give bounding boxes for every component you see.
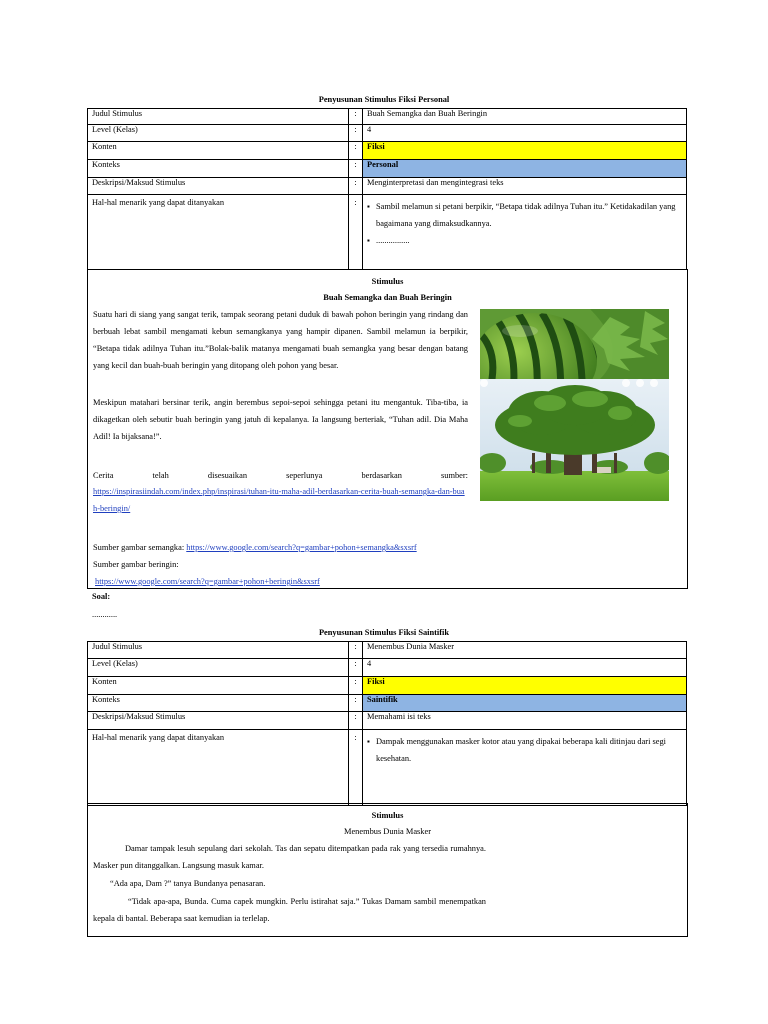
doc1-title: Penyusunan Stimulus Fiksi Personal (318, 95, 450, 104)
row-sep: : (349, 730, 363, 806)
row-label: Level (Kelas) (88, 659, 349, 677)
image-source-1 (93, 539, 673, 556)
table-row (88, 730, 687, 806)
row-label: Judul Stimulus (88, 642, 349, 659)
table-row (88, 642, 687, 659)
source-label: Cerita telah disesuaikan seperlunya berdasarkan sumber: (93, 471, 468, 480)
image-source-link[interactable]: https://www.google.com/search?q=gambar+pohon+semangka&sxsrf (186, 543, 417, 552)
table-row (88, 109, 687, 125)
story-paragraph: “Tidak apa-apa, Bunda. Cuma capek mungkin. Perlu istirahat saja.” Tukas Damam sambil menempatkan kepala di bantal. Beberapa saat kemudian ia terlelap. (93, 897, 486, 923)
image-source-label: Sumber gambar beringin: (93, 560, 179, 569)
row-label: Deskripsi/Maksud Stimulus (88, 712, 349, 730)
row-value-bullets (363, 730, 687, 806)
row-label: Hal-hal menarik yang dapat ditanyakan (88, 730, 349, 806)
row-value-highlight-blue: Saintifik (363, 695, 687, 712)
row-label: Konteks (88, 160, 349, 178)
soal-dots: ............ (92, 610, 118, 619)
row-sep: : (349, 160, 363, 178)
story-title: Menembus Dunia Masker (344, 827, 431, 836)
table-row (88, 195, 687, 270)
table-row (88, 695, 687, 712)
table-row (88, 142, 687, 160)
bullet-item: ▪ Dampak menggunakan masker kotor atau yang dipakai beberapa kali ditinjau dari segi kesehatan. (367, 733, 682, 767)
row-sep: : (349, 178, 363, 195)
row-value-highlight-yellow: Fiksi (363, 142, 687, 160)
table-row (88, 659, 687, 677)
row-sep: : (349, 642, 363, 659)
bullet-item-dots: ▪ ................ (367, 232, 682, 249)
table-row (88, 178, 687, 195)
stimulus-box-1 (87, 269, 688, 589)
banyan-tree-photo (480, 379, 669, 501)
row-value: 4 (363, 125, 687, 142)
story-paragraph: Suatu hari di siang yang sangat terik, tampak seorang petani duduk di bawah pohon beringin yang rindang dan berbuah lebat sambil mengamati kebun semangkanya yang hampir dipanen. Sambil melamun ia berpikir, “Betapa tidak adilnya Tuhan itu.”Bolak-balik matanya mengamati buah semangka yang besar dengan batang yang kecil dan buah-buah beringin yang ditopang oleh pohon yang besar. (93, 310, 468, 370)
stimulus-heading: Stimulus (371, 277, 404, 286)
row-label: Level (Kelas) (88, 125, 349, 142)
row-sep: : (349, 142, 363, 160)
row-label: Konten (88, 142, 349, 160)
doc2-title: Penyusunan Stimulus Fiksi Saintifik (318, 628, 450, 637)
source-link[interactable]: https://inspirasiindah.com/index.php/inspirasi/tuhan-itu-maha-adil-berdasarkan-cerita-buah-semangka-dan-buah-beringin/ (93, 487, 465, 513)
doc2-meta-table (87, 641, 687, 806)
doc1-meta-table (87, 108, 687, 270)
row-sep: : (349, 109, 363, 125)
image-source-link[interactable]: https://www.google.com/search?q=gambar+pohon+beringin&sxsrf (95, 577, 320, 586)
image-source-label: Sumber gambar semangka: (93, 543, 185, 552)
stimulus-box-2 (87, 803, 688, 937)
table-row (88, 712, 687, 730)
row-sep: : (349, 659, 363, 677)
story-paragraph: Damar tampak lesuh sepulang dari sekolah. Tas dan sepatu ditempatkan pada rak yang tersedia rumahnya. Masker pun ditanggalkan. Langsung masuk kamar. (93, 844, 486, 870)
row-sep: : (349, 195, 363, 270)
row-label: Konten (88, 677, 349, 695)
row-sep: : (349, 712, 363, 730)
row-value-highlight-blue: Personal (363, 160, 687, 178)
story-paragraph: “Ada apa, Dam ?” tanya Bundanya penasaran. (110, 879, 266, 888)
story-title: Buah Semangka dan Buah Beringin (323, 293, 452, 302)
bullet-item: ▪ Sambil melamun si petani berpikir, “Betapa tidak adilnya Tuhan itu.” Ketidakadilan yang bagaimana yang dimaksudkannya. (367, 198, 682, 232)
stimulus-heading: Stimulus (371, 811, 404, 820)
row-value: Memahami isi teks (363, 712, 687, 730)
row-label: Judul Stimulus (88, 109, 349, 125)
row-value: Buah Semangka dan Buah Beringin (363, 109, 687, 125)
row-value-highlight-yellow: Fiksi (363, 677, 687, 695)
row-sep: : (349, 677, 363, 695)
row-value-bullets (363, 195, 687, 270)
table-row (88, 125, 687, 142)
soal-label: Soal: (92, 592, 111, 601)
row-sep: : (349, 125, 363, 142)
row-value: Menginterpretasi dan mengintegrasi teks (363, 178, 687, 195)
row-value: 4 (363, 659, 687, 677)
row-label: Konteks (88, 695, 349, 712)
story-paragraph: Meskipun matahari bersinar terik, angin berembus sepoi-sepoi sehingga petani itu mengantuk. Tiba-tiba, ia dikagetkan oleh sebutir buah beringin yang jatuh di kepalanya. Ia langsung berteriak, “Tuhan adil. Dia Maha Adil! Ia bijaksana!”. (93, 398, 468, 441)
row-label: Hal-hal menarik yang dapat ditanyakan (88, 195, 349, 270)
row-label: Deskripsi/Maksud Stimulus (88, 178, 349, 195)
table-row (88, 160, 687, 178)
row-value: Menembus Dunia Masker (363, 642, 687, 659)
watermelon-photo (480, 309, 669, 379)
table-row (88, 677, 687, 695)
row-sep: : (349, 695, 363, 712)
